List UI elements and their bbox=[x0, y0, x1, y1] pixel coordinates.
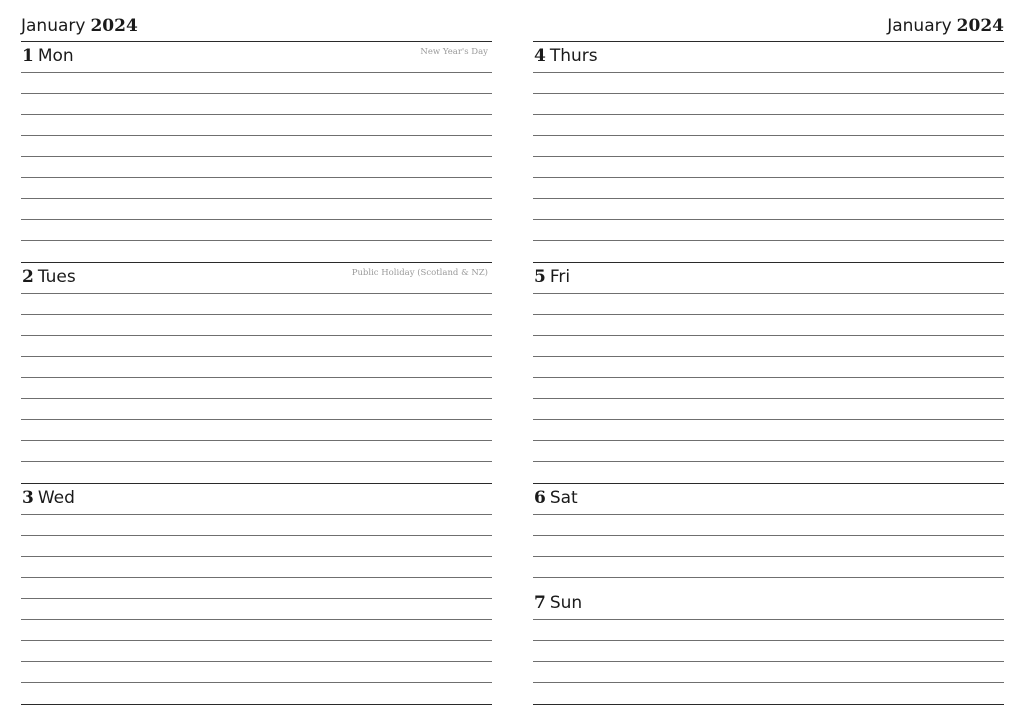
writing-line[interactable] bbox=[21, 461, 492, 462]
day-number: 5 bbox=[534, 267, 546, 287]
page-bottom-rule bbox=[21, 704, 492, 705]
day-name: Wed bbox=[37, 488, 75, 508]
day-number: 7 bbox=[534, 593, 546, 613]
writing-line[interactable] bbox=[533, 556, 1004, 557]
writing-line[interactable] bbox=[533, 682, 1004, 683]
day-separator bbox=[533, 483, 1004, 484]
writing-line[interactable] bbox=[533, 640, 1004, 641]
day-number: 2 bbox=[22, 267, 34, 287]
year-label: 2024 bbox=[956, 16, 1004, 36]
day-number: 4 bbox=[534, 46, 546, 66]
day-name: Fri bbox=[549, 267, 571, 287]
day-name: Sun bbox=[549, 593, 583, 613]
writing-line[interactable] bbox=[21, 619, 492, 620]
right-page bbox=[533, 0, 1004, 726]
day-heading-3 bbox=[22, 487, 75, 509]
writing-line[interactable] bbox=[533, 440, 1004, 441]
writing-line[interactable] bbox=[533, 198, 1004, 199]
writing-line[interactable] bbox=[21, 293, 492, 294]
writing-line[interactable] bbox=[21, 398, 492, 399]
writing-line[interactable] bbox=[533, 514, 1004, 515]
writing-line[interactable] bbox=[533, 219, 1004, 220]
day-heading-2 bbox=[22, 266, 76, 288]
day-separator bbox=[533, 262, 1004, 263]
month-header-left bbox=[21, 14, 492, 38]
writing-line[interactable] bbox=[533, 577, 1004, 578]
writing-line[interactable] bbox=[533, 240, 1004, 241]
writing-line[interactable] bbox=[533, 93, 1004, 94]
writing-line[interactable] bbox=[21, 514, 492, 515]
day-separator bbox=[533, 41, 1004, 42]
day-heading-1 bbox=[22, 45, 74, 67]
writing-line[interactable] bbox=[533, 177, 1004, 178]
writing-line[interactable] bbox=[21, 535, 492, 536]
writing-line[interactable] bbox=[533, 356, 1004, 357]
writing-line[interactable] bbox=[21, 156, 492, 157]
writing-line[interactable] bbox=[21, 419, 492, 420]
writing-line[interactable] bbox=[21, 335, 492, 336]
writing-line[interactable] bbox=[21, 198, 492, 199]
writing-line[interactable] bbox=[21, 661, 492, 662]
day-heading-4 bbox=[534, 45, 598, 67]
writing-line[interactable] bbox=[533, 114, 1004, 115]
writing-line[interactable] bbox=[21, 240, 492, 241]
writing-line[interactable] bbox=[533, 461, 1004, 462]
month-header-right bbox=[533, 14, 1004, 38]
writing-line[interactable] bbox=[21, 72, 492, 73]
writing-line[interactable] bbox=[21, 219, 492, 220]
writing-line[interactable] bbox=[21, 440, 492, 441]
holiday-note: Public Holiday (Scotland & NZ) bbox=[351, 268, 488, 278]
writing-line[interactable] bbox=[533, 156, 1004, 157]
writing-line[interactable] bbox=[21, 356, 492, 357]
writing-line[interactable] bbox=[533, 419, 1004, 420]
writing-line[interactable] bbox=[21, 177, 492, 178]
holiday-note: New Year's Day bbox=[420, 47, 488, 57]
day-name: Sat bbox=[549, 488, 578, 508]
writing-line[interactable] bbox=[21, 135, 492, 136]
writing-line[interactable] bbox=[533, 72, 1004, 73]
day-heading-7 bbox=[534, 592, 582, 614]
writing-line[interactable] bbox=[21, 114, 492, 115]
day-separator bbox=[21, 41, 492, 42]
writing-line[interactable] bbox=[21, 577, 492, 578]
day-separator bbox=[21, 262, 492, 263]
day-name: Thurs bbox=[549, 46, 598, 66]
writing-line[interactable] bbox=[533, 335, 1004, 336]
writing-line[interactable] bbox=[21, 377, 492, 378]
month-label: January bbox=[887, 16, 952, 36]
day-number: 1 bbox=[22, 46, 34, 66]
writing-line[interactable] bbox=[533, 619, 1004, 620]
page-bottom-rule bbox=[533, 704, 1004, 705]
day-heading-6 bbox=[534, 487, 578, 509]
writing-line[interactable] bbox=[533, 377, 1004, 378]
writing-line[interactable] bbox=[533, 314, 1004, 315]
year-label: 2024 bbox=[90, 16, 138, 36]
writing-line[interactable] bbox=[533, 135, 1004, 136]
writing-line[interactable] bbox=[21, 598, 492, 599]
writing-line[interactable] bbox=[21, 314, 492, 315]
writing-line[interactable] bbox=[21, 556, 492, 557]
day-heading-5 bbox=[534, 266, 570, 288]
writing-line[interactable] bbox=[21, 93, 492, 94]
day-name: Tues bbox=[37, 267, 76, 287]
writing-line[interactable] bbox=[533, 398, 1004, 399]
day-number: 3 bbox=[22, 488, 34, 508]
writing-line[interactable] bbox=[21, 682, 492, 683]
writing-line[interactable] bbox=[533, 535, 1004, 536]
day-name: Mon bbox=[37, 46, 74, 66]
writing-line[interactable] bbox=[533, 661, 1004, 662]
writing-line[interactable] bbox=[21, 640, 492, 641]
month-label: January bbox=[21, 16, 86, 36]
day-separator bbox=[21, 483, 492, 484]
left-page bbox=[21, 0, 492, 726]
writing-line[interactable] bbox=[533, 293, 1004, 294]
day-number: 6 bbox=[534, 488, 546, 508]
